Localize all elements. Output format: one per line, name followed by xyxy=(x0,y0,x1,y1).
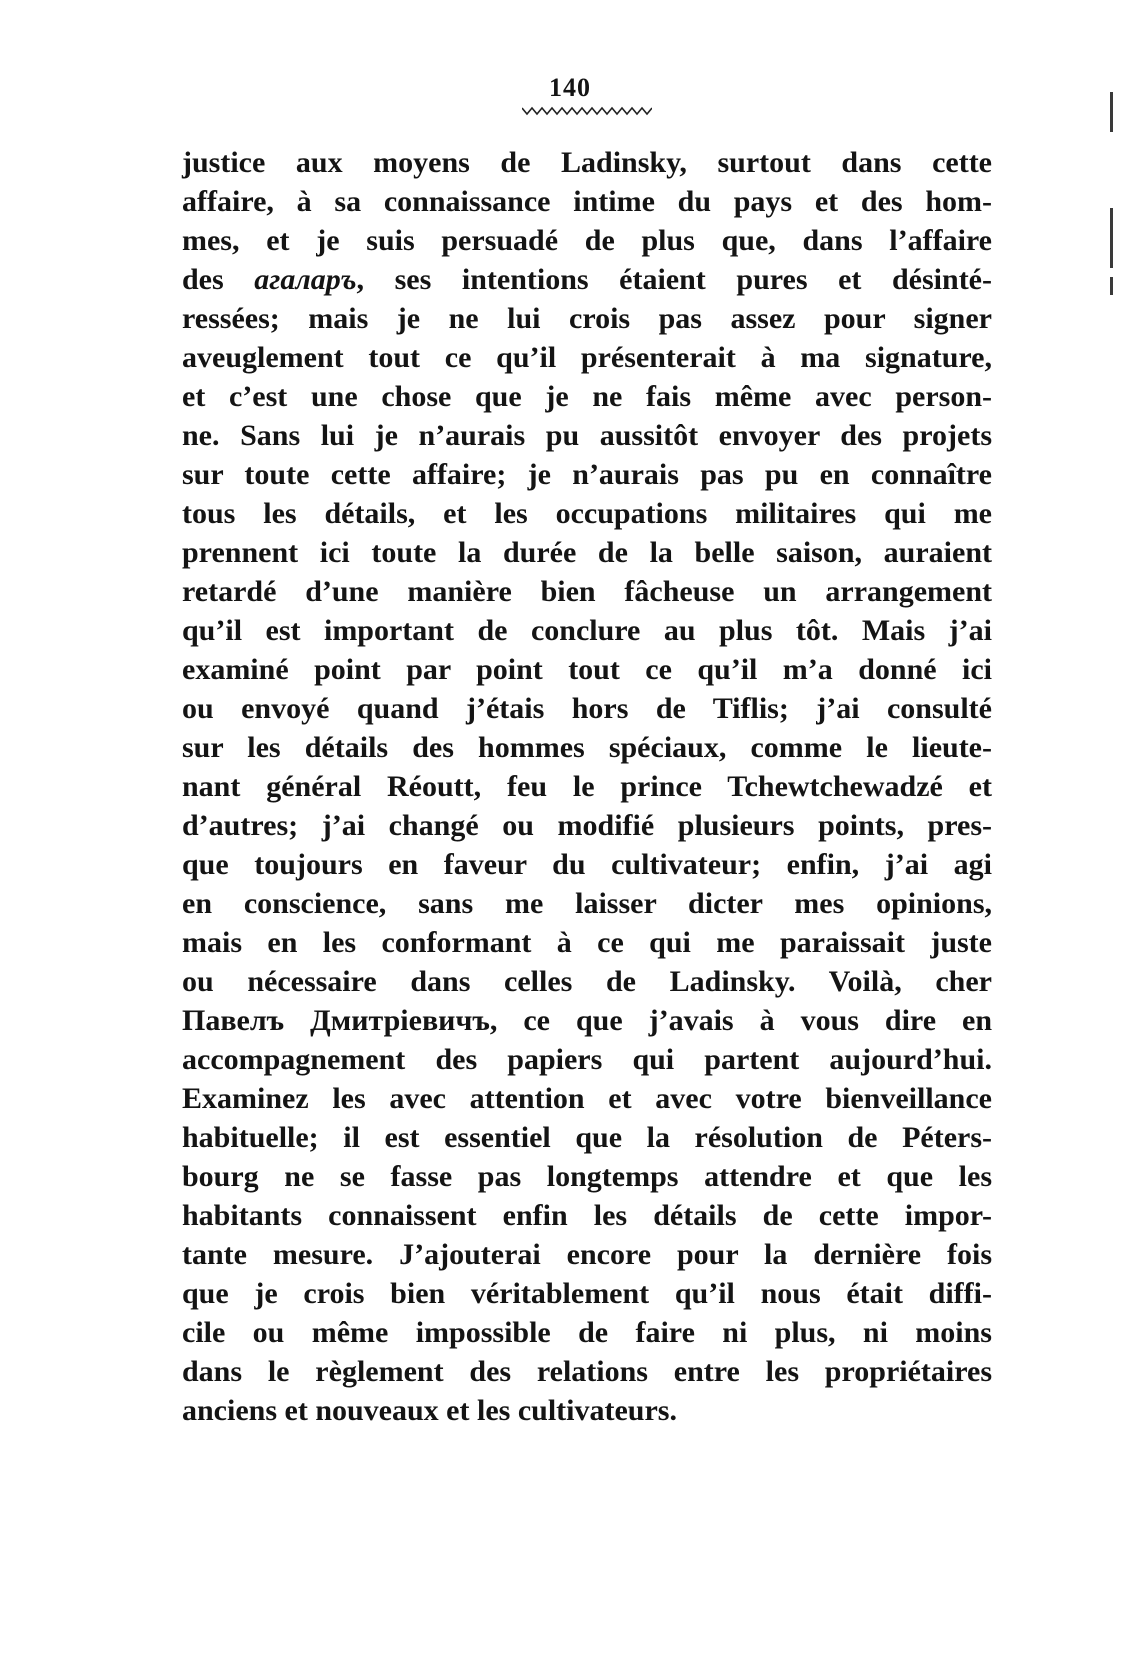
scan-edge-mark xyxy=(1110,208,1113,268)
text-line: habitants connaissent enfin les détails de cette impor- xyxy=(182,1199,992,1232)
text-line: tous les détails, et les occupations militaires qui me xyxy=(182,497,992,530)
text-line: mais en les conformant à ce qui me paraissait juste xyxy=(182,926,992,959)
text-line: ou envoyé quand j’étais hors de Tiflis; j’ai consulté xyxy=(182,692,992,725)
text-line: nant général Réoutt, feu le prince Tchewtchewadzé et xyxy=(182,770,992,803)
text-segment: , ses intentions étaient pures et désinté- xyxy=(356,263,992,296)
text-line: habituelle; il est essentiel que la résolution de Péters- xyxy=(182,1121,992,1154)
text-line: mes, et je suis persuadé de plus que, dans l’affaire xyxy=(182,224,992,257)
scan-edge-mark xyxy=(1110,92,1113,132)
text-line: retardé d’une manière bien fâcheuse un arrangement xyxy=(182,575,992,608)
italic-word: агаларъ xyxy=(254,263,357,296)
text-line: ressées; mais je ne lui crois pas assez pour signer xyxy=(182,302,992,335)
text-line: d’autres; j’ai changé ou modifié plusieurs points, pres- xyxy=(182,809,992,842)
text-line: bourg ne se fasse pas longtemps attendre et que les xyxy=(182,1160,992,1193)
text-line: et c’est une chose que je ne fais même avec person- xyxy=(182,380,992,413)
text-line: sur les détails des hommes spéciaux, comme le lieute- xyxy=(182,731,992,764)
text-line: Examinez les avec attention et avec votre bienveillance xyxy=(182,1082,992,1115)
scan-edge-mark xyxy=(1110,277,1113,295)
text-line: dans le règlement des relations entre les propriétaires xyxy=(182,1355,992,1388)
text-line: qu’il est important de conclure au plus tôt. Mais j’ai xyxy=(182,614,992,647)
text-line: aveuglement tout ce qu’il présenterait à ma signature, xyxy=(182,341,992,374)
page-number-ornament xyxy=(522,104,652,118)
text-line: affaire, à sa connaissance intime du pays et des hom- xyxy=(182,185,992,218)
text-line: cile ou même impossible de faire ni plus, ni moins xyxy=(182,1316,992,1349)
text-line: en conscience, sans me laisser dicter mes opinions, xyxy=(182,887,992,920)
text-line: anciens et nouveaux et les cultivateurs. xyxy=(182,1394,677,1427)
text-line: justice aux moyens de Ladinsky, surtout dans cette xyxy=(182,146,992,179)
body-text xyxy=(182,143,992,1430)
text-segment: des xyxy=(182,263,255,296)
text-line: que toujours en faveur du cultivateur; enfin, j’ai agi xyxy=(182,848,992,881)
text-line: sur toute cette affaire; je n’aurais pas pu en connaître xyxy=(182,458,992,491)
text-line: ne. Sans lui je n’aurais pu aussitôt envoyer des projets xyxy=(182,419,992,452)
text-line xyxy=(182,260,992,299)
text-line: prennent ici toute la durée de la belle saison, auraient xyxy=(182,536,992,569)
text-line: tante mesure. J’ajouterai encore pour la dernière fois xyxy=(182,1238,992,1271)
text-line: que je crois bien véritablement qu’il nous était diffi- xyxy=(182,1277,992,1310)
text-line: Павелъ Дмитріевичъ, ce que j’avais à vous dire en xyxy=(182,1004,992,1037)
text-line: accompagnement des papiers qui partent aujourd’hui. xyxy=(182,1043,992,1076)
text-line: ou nécessaire dans celles de Ladinsky. Voilà, cher xyxy=(182,965,992,998)
page-number: 140 xyxy=(549,73,591,102)
text-line: examiné point par point tout ce qu’il m’a donné ici xyxy=(182,653,992,686)
